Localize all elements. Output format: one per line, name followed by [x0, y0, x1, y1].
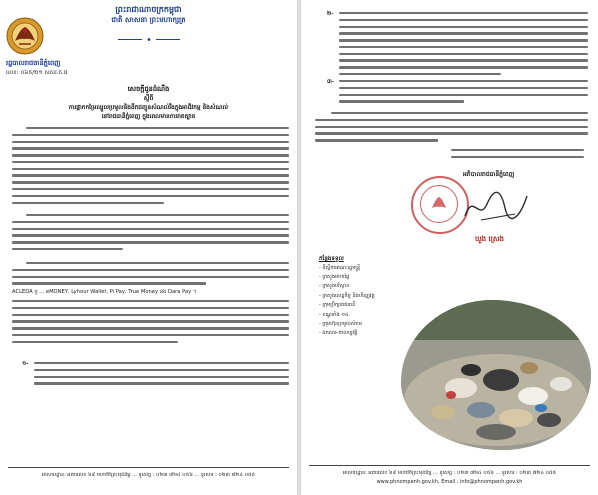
distribution-item: - ខណ្ឌទាំង ១៤ [319, 311, 349, 318]
national-motto: ជាតិ សាសនា ព្រះមហាក្សត្រ [111, 15, 186, 24]
signature-icon [461, 186, 531, 226]
motto-ornament [118, 26, 180, 29]
footer-rule [309, 465, 590, 466]
date-lines [451, 149, 584, 163]
item-3-marker: ៣- [327, 79, 335, 85]
distribution-item: - ក្រសួងសេដ្ឋកិច្ច និងហិរញ្ញវត្ថុ [319, 292, 375, 299]
distribution-item: - ក្រសួងបរិស្ថាន [319, 283, 350, 290]
document-page-1 [0, 0, 297, 495]
distribution-item: - ឯកសារ-កាលប្បវត្តិ [319, 330, 358, 337]
item-2-text [339, 12, 588, 80]
distribution-list [319, 256, 375, 339]
document-type: សេចក្ដីជូនដំណឹង [127, 85, 170, 93]
paragraph-closing [315, 112, 588, 146]
subject-label: ស្ដីពី [143, 95, 154, 102]
paragraph-3 [12, 262, 289, 289]
kingdom-header: ព្រះរាជាណាចក្រកម្ពុជា [115, 4, 182, 14]
issuing-authority: រដ្ឋបាលរាជធានីភ្នំពេញ [6, 59, 61, 67]
payment-partners-line: ACLEDA ឬ ... eMONEY, Lyhour Wallet, Pi Pay, True Money និង Dara Pay ។ [12, 289, 197, 295]
distribution-item: - ក្រុមហ៊ុនប្រមូលសំរាម [319, 321, 362, 328]
page-2-footer-address: អាសយដ្ឋាន: អគារលេខ ៦៩ មហាវិថីព្រះមុនីវង្ស ... ទូរស័ព្ទ : ០២៣ ៧២៤ ០៥៦ ... ទូរសារ : ០២៣ ៧២៤ ០៥៥ [342, 470, 557, 476]
distribution-title: កន្លែងទទួល [319, 256, 344, 262]
page-1-footer: អាសយដ្ឋាន: អគារលេខ ៦៩ មហាវិថីព្រះមុនីវង្ស ... ទូរស័ព្ទ : ០២៣ ៧២៤ ០៥៦ ... ទូរសារ : ០២៣ ៧២៤ ០៥៥ [41, 472, 256, 478]
distribution-item: - ទីស្ដីការគណៈរដ្ឋមន្ត្រី [319, 264, 361, 271]
item-1-marker: ១- [22, 361, 29, 367]
subject-line-1: ការផ្អាកកម្រៃឈ្នួលប្រមូលនិងដឹកជញ្ជូនសំណល់រឹងក្នុងអាជីវកម្ម និងសំណល់ [68, 105, 229, 111]
page-2-footer-website: www.phnompenh.gov.kh, Email : info@phnompenh.gov.kh [376, 479, 523, 485]
paragraph-2 [12, 214, 289, 255]
signer-name: ឃួង ស្រេង [475, 234, 504, 243]
reference-number: លេខ: ០៦៥/២១ សសរ.ភ.ផ [6, 70, 68, 76]
subject-line-2: នៅរាជធានីភ្នំពេញ ក្នុងពេលមានការរាតត្បាត [101, 114, 196, 120]
item-3-text [339, 80, 588, 107]
paragraph-1 [12, 127, 289, 208]
footer-rule [8, 467, 289, 468]
item-1-text [34, 362, 289, 389]
paragraph-3-continued [12, 300, 289, 347]
distribution-item: - ក្រសួងមហាផ្ទៃ [319, 274, 350, 280]
distribution-item: - ក្រុមប្រឹក្សារាជធានី [319, 302, 356, 309]
garbage-pile-photo [401, 300, 591, 450]
signature-title: អភិបាលរាជធានីភ្នំពេញ [463, 171, 515, 178]
phnom-penh-emblem-icon [6, 17, 44, 55]
item-2-marker: ២- [327, 11, 334, 17]
document-page-2 [301, 0, 598, 495]
